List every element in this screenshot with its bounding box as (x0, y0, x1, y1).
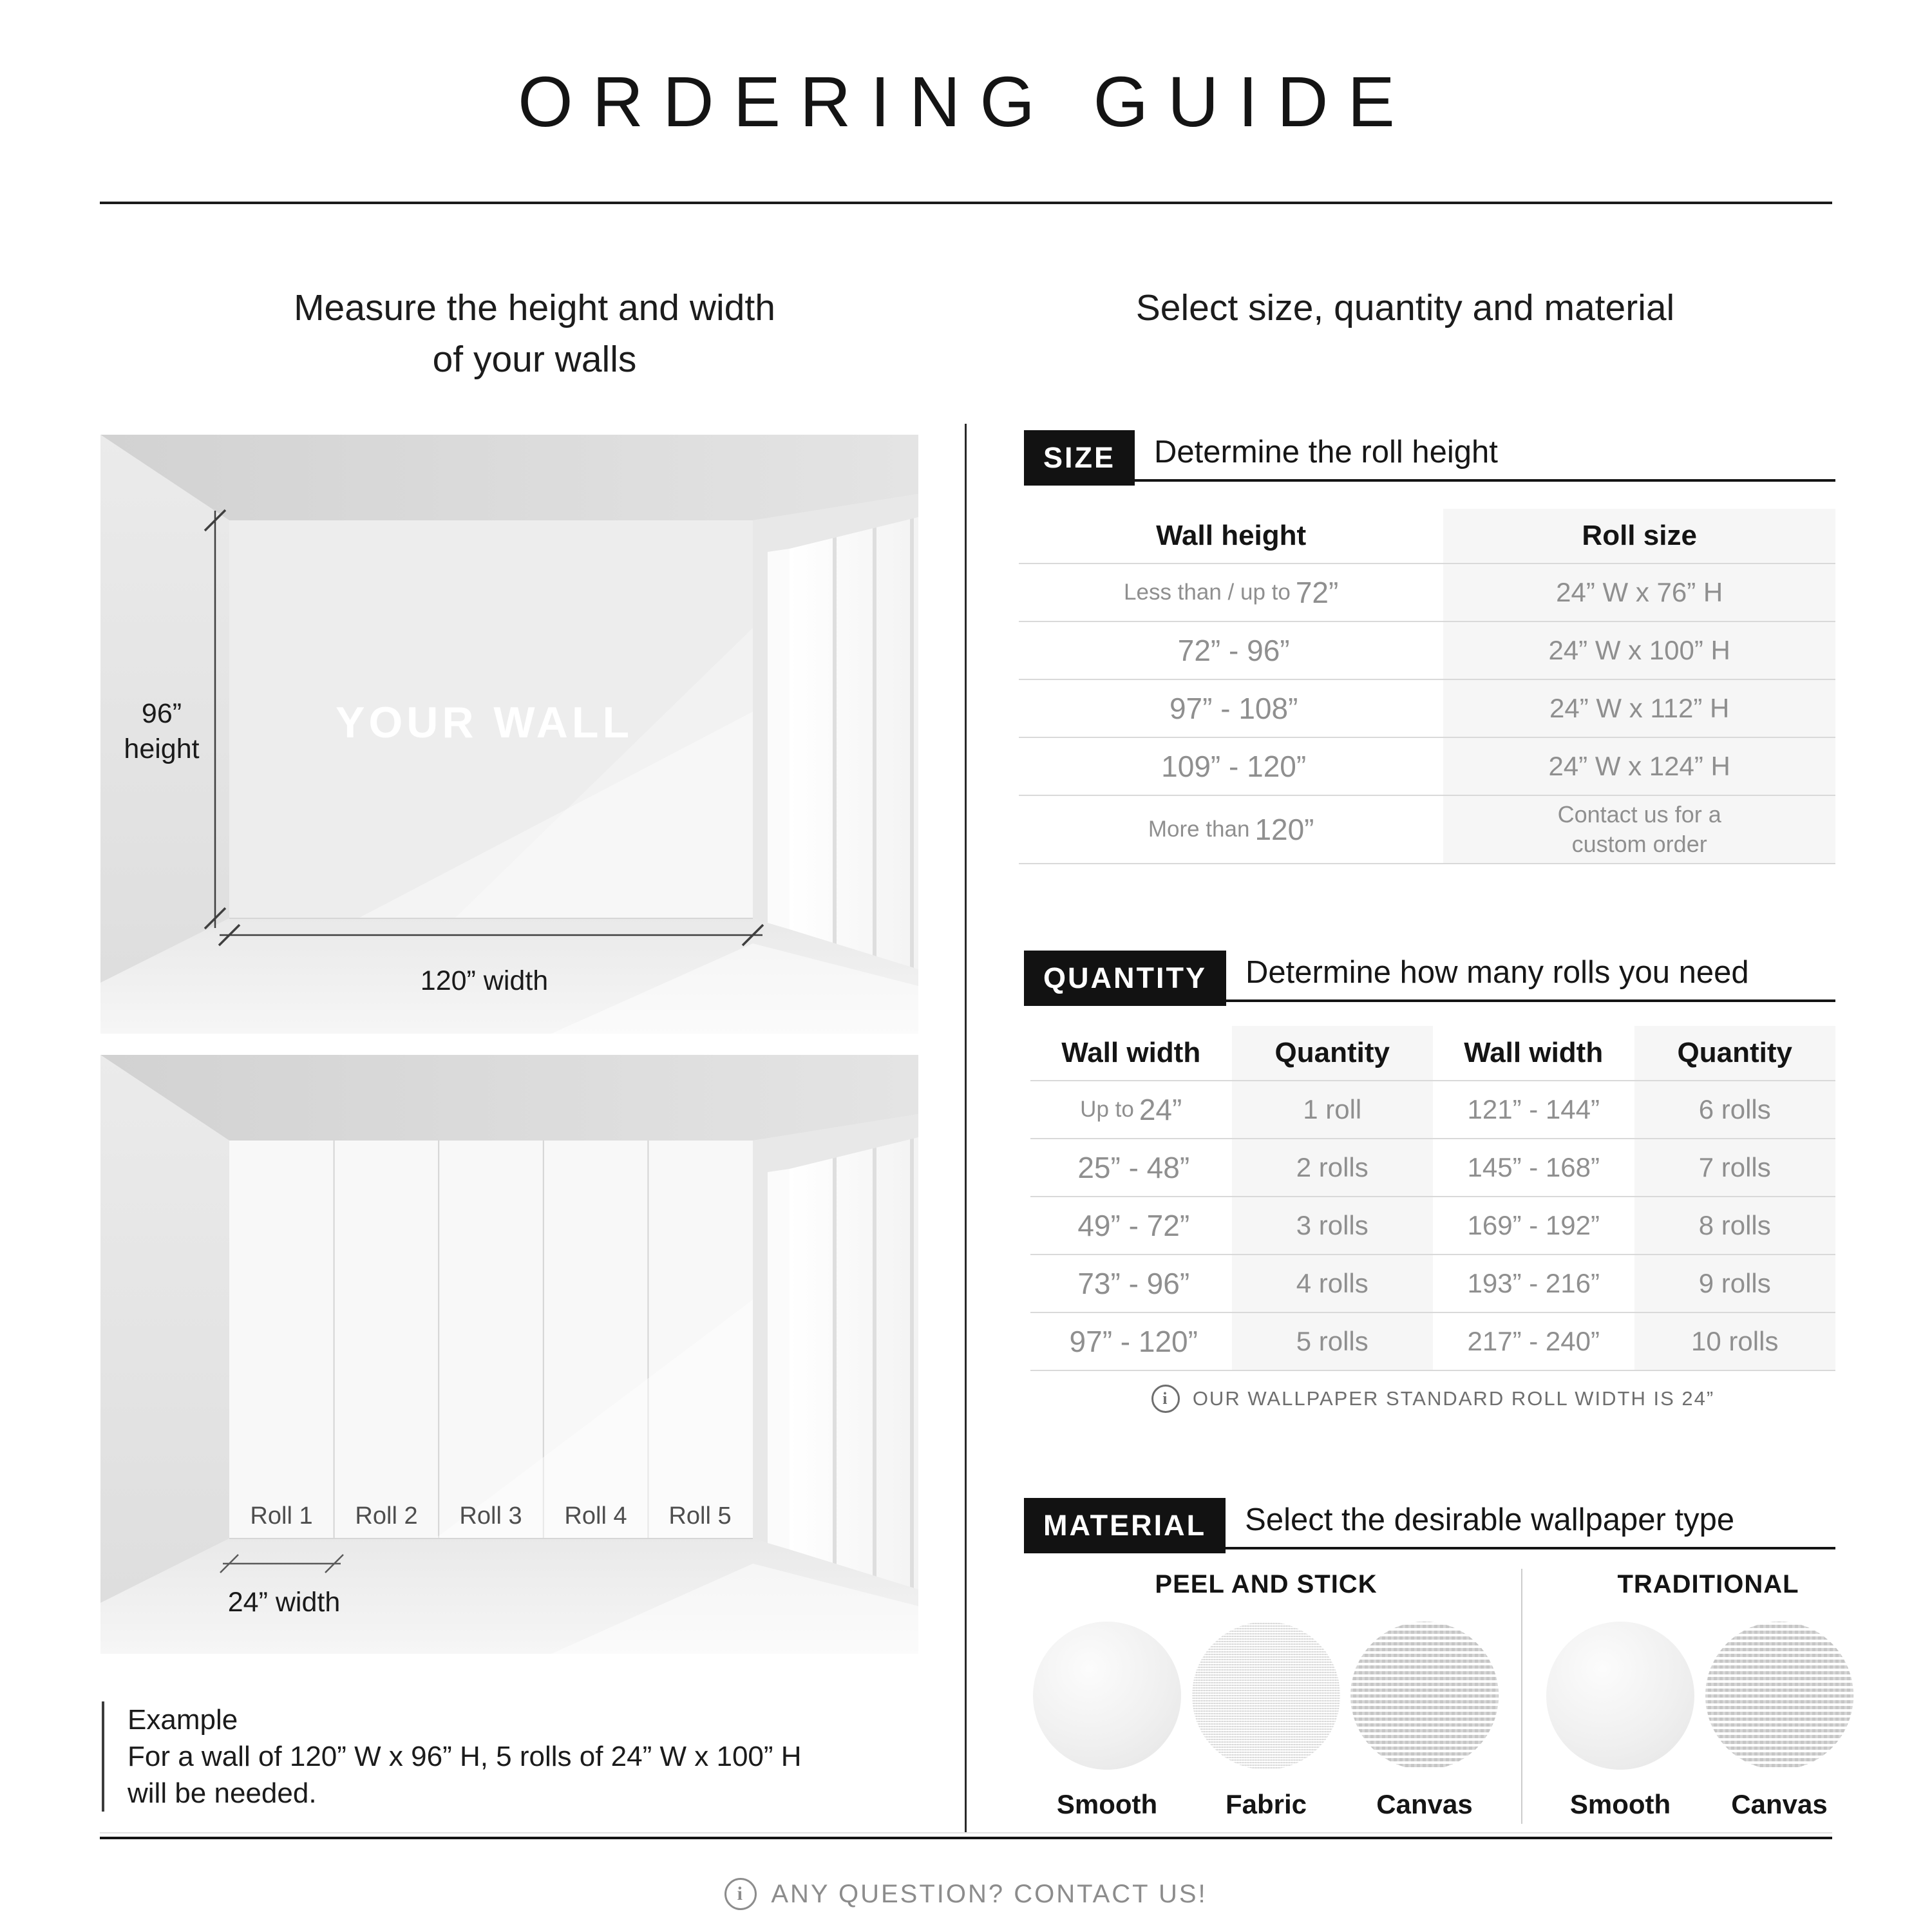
custom-order-cell (1443, 796, 1835, 863)
size-table-header-row (1019, 509, 1835, 564)
example-line1: For a wall of 120” W x 96” H, 5 rolls of 24” W x 100” H (128, 1741, 802, 1772)
material-group-separator (1521, 1569, 1522, 1824)
footer-contact-text: ANY QUESTION? CONTACT US! (771, 1879, 1208, 1908)
height-word-label: height (124, 734, 200, 764)
quantity-value: 6 rolls (1634, 1081, 1836, 1138)
window-frame (768, 1169, 790, 1549)
quantity-value: 8 rolls (1634, 1197, 1836, 1254)
left-column-heading (148, 282, 921, 385)
size-col-roll-size: Roll size (1443, 509, 1835, 563)
quantity-value: 4 rolls (1232, 1255, 1434, 1312)
roll-2-label: Roll 2 (355, 1502, 418, 1530)
material-badge: MATERIAL (1024, 1498, 1226, 1553)
ceiling (100, 435, 918, 520)
qty-col-wall-width-2: Wall width (1464, 1037, 1604, 1068)
roll-5-label: Roll 5 (668, 1502, 732, 1530)
wall-width-range (1030, 1197, 1232, 1254)
wall-width-prefix: Up to (1080, 1097, 1134, 1122)
info-icon: i (1151, 1385, 1180, 1413)
left-wall (100, 1055, 229, 1603)
example-block (102, 1701, 802, 1812)
swatch-smooth-traditional (1546, 1622, 1694, 1770)
quantity-table-row (1030, 1197, 1835, 1255)
roll-width-note-text: OUR WALLPAPER STANDARD ROLL WIDTH IS 24” (1192, 1387, 1715, 1410)
header-divider (100, 202, 1832, 204)
size-table-row (1019, 680, 1835, 738)
wall-width-range: 121” - 144” (1467, 1094, 1600, 1124)
quantity-table-row (1030, 1081, 1835, 1139)
swatch-label-fabric-peel: Fabric (1225, 1789, 1307, 1819)
wall-width-range: 145” - 168” (1467, 1152, 1600, 1182)
quantity-table-row (1030, 1139, 1835, 1197)
footer-light-rule (100, 1832, 1832, 1833)
swatch-label-smooth-traditional: Smooth (1569, 1789, 1671, 1819)
wall-width-value: 49” - 72” (1077, 1209, 1190, 1242)
info-icon: i (724, 1878, 757, 1910)
left-heading-line2: of your walls (432, 339, 637, 380)
your-wall-label: YOUR WALL (336, 698, 633, 747)
size-table-row (1019, 564, 1835, 622)
room-rolls-illustration (100, 1055, 918, 1654)
right-column-heading: Select size, quantity and material (1135, 287, 1675, 328)
wall-width-value: 24” (1139, 1093, 1182, 1126)
wall-width-value: 25” - 48” (1077, 1151, 1190, 1184)
room-measure-illustration (100, 435, 918, 1034)
size-table-row-custom (1019, 796, 1835, 864)
wall-width-range (1030, 1313, 1232, 1370)
swatch-fabric-peel (1192, 1622, 1340, 1770)
material-section-header (1024, 1492, 1835, 1549)
window-glass (790, 1137, 918, 1589)
ceiling (100, 1055, 918, 1141)
quantity-table (1030, 1026, 1835, 1371)
wall-height-prefix: Less than / up to (1124, 580, 1291, 605)
example-heading: Example (128, 1704, 238, 1736)
height-value-label: 96” (141, 698, 182, 729)
size-table-row (1019, 622, 1835, 680)
traditional-label: TRADITIONAL (1617, 1570, 1799, 1598)
size-table (1019, 509, 1835, 864)
qty-col-wall-width-1: Wall width (1061, 1037, 1201, 1068)
swatch-canvas-traditional (1705, 1622, 1853, 1770)
wall-width-range: 169” - 192” (1467, 1210, 1600, 1240)
quantity-value: 7 rolls (1634, 1139, 1836, 1196)
quantity-value: 9 rolls (1634, 1255, 1836, 1312)
roll-size-value: 24” W x 76” H (1443, 564, 1835, 621)
swatch-canvas-peel (1350, 1622, 1499, 1770)
material-section-title: Select the desirable wallpaper type (1245, 1502, 1735, 1537)
footer-rule (100, 1837, 1832, 1839)
roll-width-label: 24” width (227, 1587, 341, 1618)
size-col-wall-height: Wall height (1156, 520, 1307, 551)
quantity-value: 1 roll (1232, 1081, 1434, 1138)
size-section-title: Determine the roll height (1154, 435, 1498, 469)
wall-height-value: 97” - 108” (1169, 692, 1298, 725)
quantity-table-header-row (1030, 1026, 1835, 1081)
swatch-smooth-peel (1033, 1622, 1181, 1770)
wall-height-value: 120” (1255, 813, 1314, 846)
roll-1-label: Roll 1 (250, 1502, 313, 1530)
qty-col-quantity-1: Quantity (1232, 1026, 1434, 1080)
swatch-label-canvas-traditional: Canvas (1731, 1789, 1828, 1819)
roll-size-value: 24” W x 112” H (1443, 680, 1835, 737)
page-title: ORDERING GUIDE (518, 62, 1414, 142)
quantity-value: 10 rolls (1634, 1313, 1836, 1370)
wall-height-value: 72” (1295, 576, 1339, 609)
wall-width-value: 97” - 120” (1069, 1325, 1198, 1358)
wall-height-range (1019, 564, 1443, 621)
quantity-value: 5 rolls (1232, 1313, 1434, 1370)
window-glass (790, 517, 918, 969)
swatch-label-canvas-peel: Canvas (1376, 1789, 1473, 1819)
wall-width-range (1030, 1081, 1232, 1138)
size-section-header (1024, 424, 1835, 482)
roll-width-note (1030, 1385, 1835, 1413)
wall-height-range (1019, 622, 1443, 679)
quantity-table-row (1030, 1255, 1835, 1313)
quantity-section-header (1024, 944, 1835, 1002)
quantity-value: 2 rolls (1232, 1139, 1434, 1196)
wall-height-prefix: More than (1148, 817, 1250, 842)
wall-height-value: 109” - 120” (1161, 750, 1307, 783)
peel-and-stick-label: PEEL AND STICK (1155, 1570, 1378, 1598)
wall-height-value: 72” - 96” (1177, 634, 1290, 667)
wall-width-value: 73” - 96” (1077, 1267, 1190, 1300)
wall-width-range: 217” - 240” (1467, 1326, 1600, 1356)
roll-size-value: 24” W x 100” H (1443, 622, 1835, 679)
custom-order-line2: custom order (1571, 831, 1707, 857)
wall-height-range (1019, 680, 1443, 737)
swatch-label-smooth-peel: Smooth (1056, 1789, 1158, 1819)
quantity-section-title: Determine how many rolls you need (1245, 955, 1749, 990)
quantity-value: 3 rolls (1232, 1197, 1434, 1254)
left-heading-line1: Measure the height and width (294, 287, 775, 328)
footer-contact (0, 1878, 1932, 1910)
quantity-badge: QUANTITY (1024, 951, 1226, 1006)
column-divider (965, 424, 967, 1833)
window-frame (768, 549, 790, 929)
wall-width-range (1030, 1139, 1232, 1196)
wall-height-range (1019, 796, 1443, 863)
wall-width-range (1030, 1255, 1232, 1312)
qty-col-quantity-2: Quantity (1634, 1026, 1836, 1080)
width-label: 120” width (420, 965, 549, 996)
quantity-table-row (1030, 1313, 1835, 1371)
size-badge: SIZE (1024, 430, 1135, 486)
roll-size-value: 24” W x 124” H (1443, 738, 1835, 795)
roll-4-label: Roll 4 (564, 1502, 627, 1530)
wall-width-range: 193” - 216” (1467, 1268, 1600, 1298)
example-line2: will be needed. (128, 1777, 317, 1809)
size-table-row (1019, 738, 1835, 796)
roll-3-label: Roll 3 (459, 1502, 522, 1530)
custom-order-line1: Contact us for a (1557, 801, 1721, 828)
wall-height-range (1019, 738, 1443, 795)
